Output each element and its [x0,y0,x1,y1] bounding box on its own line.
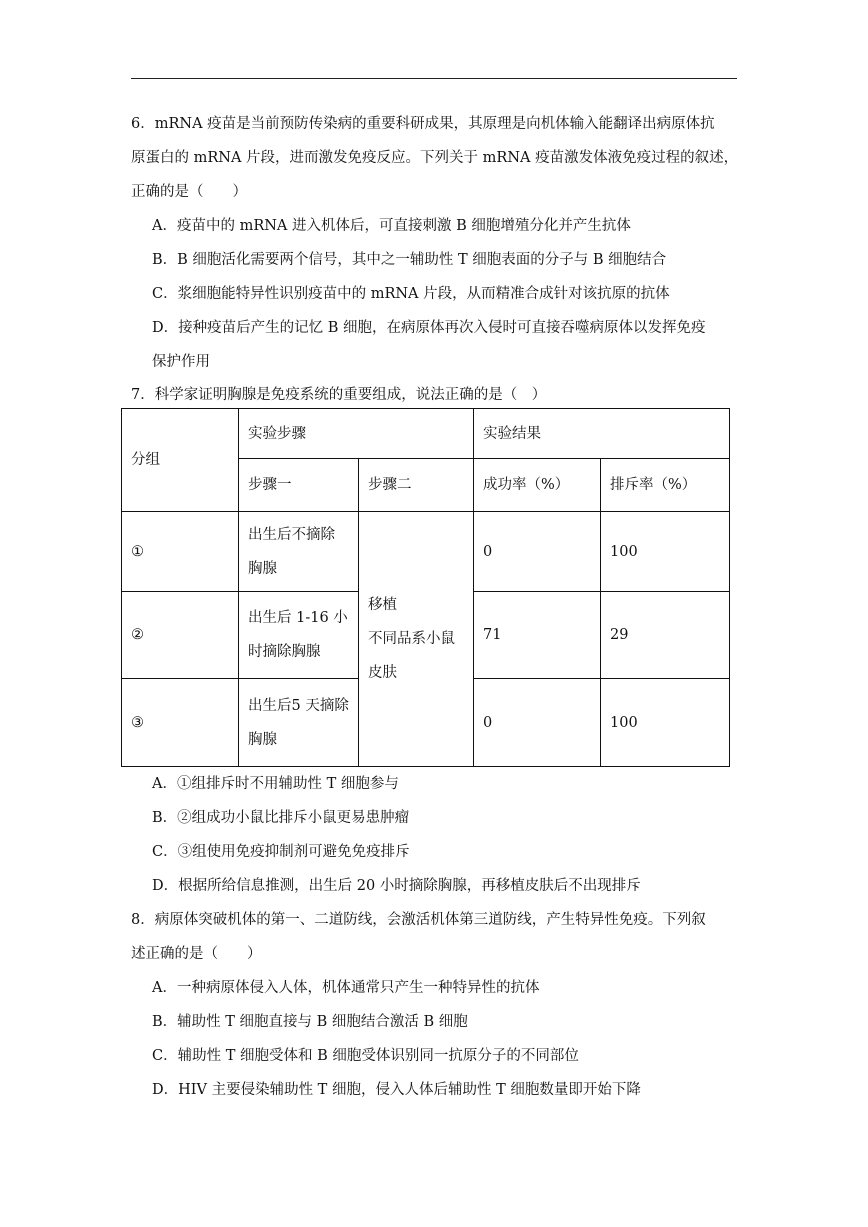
header-rule [131,78,737,79]
step1-cell [239,679,359,767]
table-row [122,512,730,592]
q6-stem-line-3: 正确的是（ ） [131,184,247,200]
q7-option-b: B．②组成功小鼠比排斥小鼠更易患肿瘤 [152,810,410,826]
q6-option-a: A．疫苗中的 mRNA 进入机体后，可直接刺激 B 细胞增殖分化并产生抗体 [152,218,631,234]
step1-cell-line: 出生后不摘除 [248,526,335,543]
q7-option-a: A．①组排斥时不用辅助性 T 细胞参与 [152,776,399,792]
q6-option-c: C．浆细胞能特异性识别疫苗中的 mRNA 片段，从而精准合成针对该抗原的抗体 [152,286,670,302]
q6-option-d-line-1: D．接种疫苗后产生的记忆 B 细胞，在病原体再次入侵时可直接吞噬病原体以发挥免疫 [152,320,706,336]
q8-option-b: B．辅助性 T 细胞直接与 B 细胞结合激活 B 细胞 [152,1014,468,1030]
q8-option-a: A．一种病原体侵入人体，机体通常只产生一种特异性的抗体 [152,980,540,996]
q7-option-c: C．③组使用免疫抑制剂可避免免疫排斥 [152,844,410,860]
step1-cell-line: 出生后 1-16 小 [248,610,348,626]
q6-option-b: B．B 细胞活化需要两个信号，其中之一辅助性 T 细胞表面的分子与 B 细胞结合 [152,252,667,268]
rejection-rate-cell: 29 [601,592,730,679]
q8-option-c: C．辅助性 T 细胞受体和 B 细胞受体识别同一抗原分子的不同部位 [152,1048,579,1064]
rejection-rate-header: 排斥率（%） [601,459,730,512]
step2-header: 步骤二 [359,459,474,512]
step1-cell-line: 出生后5 天摘除 [248,697,349,714]
experiment-table [121,408,730,767]
q8-stem-line-2: 述正确的是（ ） [131,946,262,962]
success-rate-cell: 0 [474,512,601,592]
group-cell: ① [122,512,239,592]
step2-cell-line: 皮肤 [368,665,397,681]
group-cell: ③ [122,679,239,767]
step1-cell-line: 胸腺 [248,731,277,748]
steps-header: 实验步骤 [239,409,474,459]
success-rate-cell: 71 [474,592,601,679]
q8-stem-line-1: 8．病原体突破机体的第一、二道防线，会激活机体第三道防线，产生特异性免疫。下列叙 [131,912,706,928]
q7-stem: 7．科学家证明胸腺是免疫系统的重要组成，说法正确的是（ ） [131,387,547,403]
step1-cell [239,512,359,592]
q7-option-d: D．根据所给信息推测，出生后 20 小时摘除胸腺，再移植皮肤后不出现排斥 [152,878,641,894]
step2-cell-line: 移植 [368,597,397,613]
group-cell: ② [122,592,239,679]
rejection-rate-cell: 100 [601,512,730,592]
step1-cell [239,592,359,679]
q6-stem-line-2: 原蛋白的 mRNA 片段，进而激发免疫反应。下列关于 mRNA 疫苗激发体液免疫过程的叙述， [131,150,739,166]
q8-option-d: D．HIV 主要侵染辅助性 T 细胞，侵入人体后辅助性 T 细胞数量即开始下降 [152,1082,641,1098]
group-header: 分组 [122,409,239,512]
step1-cell-line: 胸腺 [248,560,277,577]
step2-cell-line: 不同品系小鼠 [368,631,455,647]
success-rate-header: 成功率（%） [474,459,601,512]
step1-header: 步骤一 [239,459,359,512]
step1-cell-line: 时摘除胸腺 [248,644,321,660]
step2-cell [359,512,474,767]
success-rate-cell: 0 [474,679,601,767]
rejection-rate-cell: 100 [601,679,730,767]
q6-stem-line-1: 6．mRNA 疫苗是当前预防传染病的重要科研成果，其原理是向机体输入能翻译出病原体抗 [131,116,715,132]
q6-option-d-line-2: 保护作用 [152,354,210,370]
results-header: 实验结果 [474,409,730,459]
